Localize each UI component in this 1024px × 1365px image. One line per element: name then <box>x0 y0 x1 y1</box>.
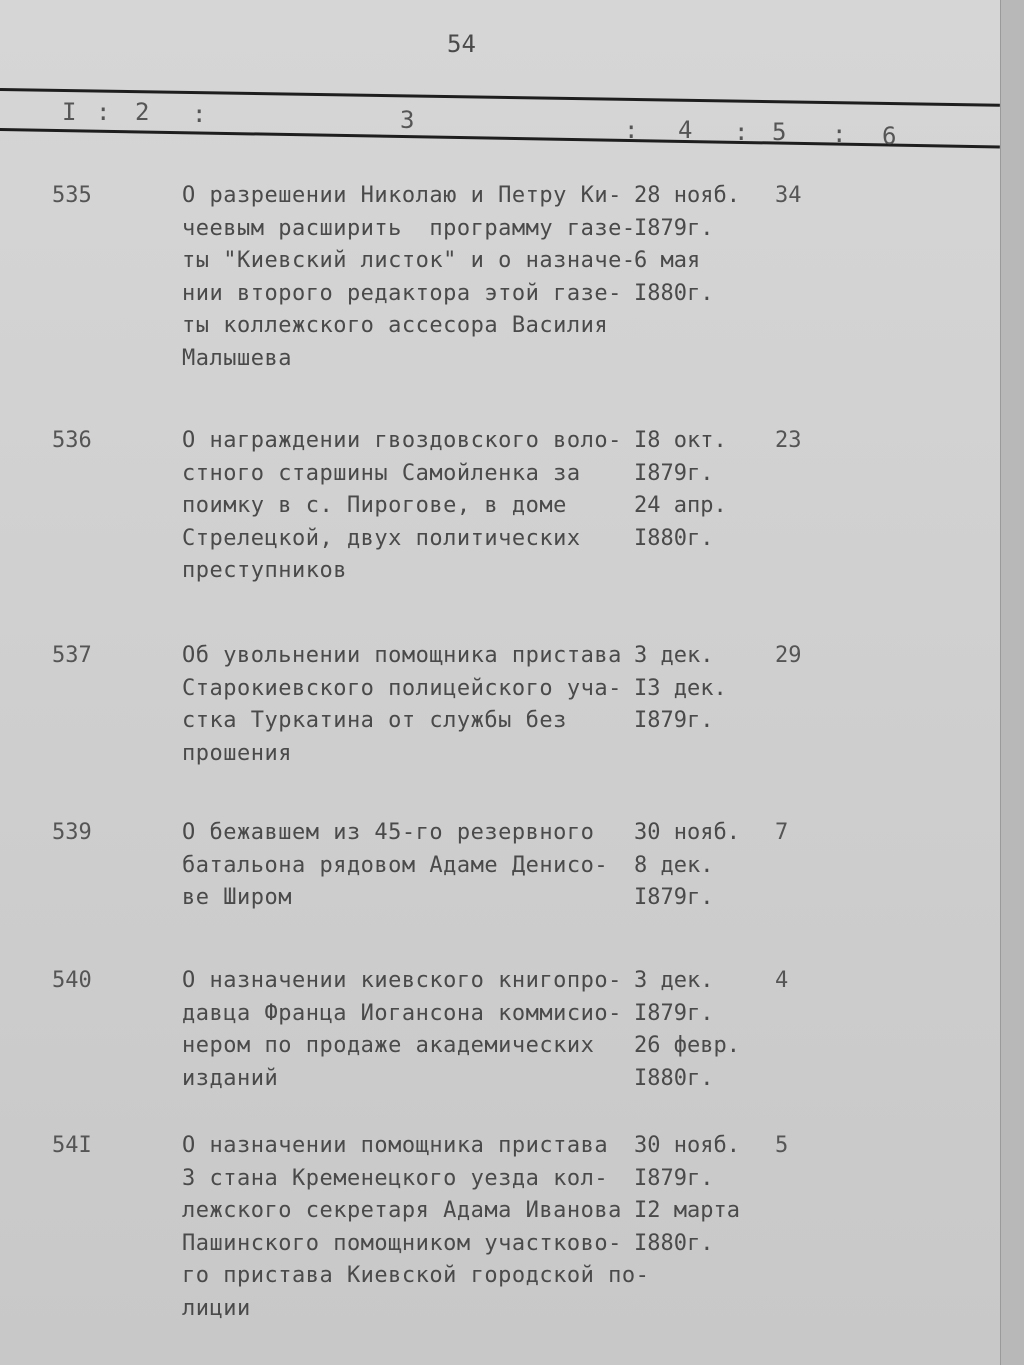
col-separator: : <box>832 120 847 148</box>
entry-text-line: О бежавшем из 45-го резервного <box>182 820 595 845</box>
entry-date: I3 дек. <box>634 675 727 701</box>
entry-date: 26 февр. <box>634 1033 740 1058</box>
page-edge <box>1000 0 1024 1365</box>
entry-date: 30 нояб. <box>634 1133 740 1158</box>
col-header-2: 2 <box>135 98 150 126</box>
entry-number: 535 <box>52 183 92 208</box>
entry-text-line: О разрешении Николаю и Петру Ки- <box>182 183 622 208</box>
entry-number: 540 <box>52 968 92 993</box>
entry-sheet-count: 5 <box>775 1133 789 1158</box>
entry-text-line: лиции <box>182 1295 251 1321</box>
entry-text-line: Пашинского помощником участково- <box>182 1230 622 1256</box>
entry-date: I879г. <box>634 460 714 486</box>
entry-text-line: ты коллежского ассесора Василия <box>182 313 609 338</box>
entry-text-line: Малышева <box>182 345 292 371</box>
entry-date: 28 нояб. <box>634 183 740 208</box>
entry-date: I880г. <box>634 280 714 306</box>
entry-date: I879г. <box>634 1000 714 1026</box>
entry-text-line: преступников <box>182 558 347 583</box>
col-header-1: I <box>62 98 77 126</box>
entry-date: I879г. <box>634 708 714 733</box>
entry-text-line: го пристава Киевской городской по- <box>182 1263 650 1288</box>
entry-date: 6 мая <box>634 248 701 273</box>
entry-date: 24 апр. <box>634 493 727 518</box>
entry-text-line: О назначении киевского книгопро- <box>182 968 622 993</box>
entry-sheet-count: 23 <box>775 428 802 453</box>
entry-text-line: чеевым расширить программу газе- <box>182 215 636 241</box>
header-bottom-rule <box>0 128 1000 148</box>
entry-text-line: лежского секретаря Адама Иванова <box>182 1198 622 1223</box>
entry-date: I8 окт. <box>634 428 727 453</box>
col-header-3: 3 <box>400 106 415 134</box>
entry-text-line: ве Широм <box>182 885 292 910</box>
entry-number: 537 <box>52 643 92 668</box>
entry-date: I880г. <box>634 525 714 551</box>
entry-date: I880г. <box>634 1065 714 1091</box>
entry-text-line: поимку в с. Пирогове, в доме <box>182 493 567 518</box>
entry-text-line: Об увольнении помощника пристава <box>182 643 622 668</box>
entry-sheet-count: 4 <box>775 968 789 993</box>
entry-number: 539 <box>52 820 92 845</box>
entry-text-line: изданий <box>182 1065 279 1091</box>
entry-text-line: 3 стана Кременецкого уезда кол- <box>182 1165 609 1191</box>
entry-text-line: стного старшины Самойленка за <box>182 460 581 486</box>
entry-text-line: О награждении гвоздовского воло- <box>182 428 622 453</box>
col-separator: : <box>624 116 639 144</box>
entry-number: 54I <box>52 1133 92 1158</box>
col-separator: : <box>96 98 111 126</box>
entry-sheet-count: 7 <box>775 820 789 845</box>
col-header-5: 5 <box>772 118 787 146</box>
col-separator: : <box>734 118 749 146</box>
col-header-6: 6 <box>882 122 897 150</box>
entry-sheet-count: 29 <box>775 643 802 668</box>
entry-date: I879г. <box>634 215 714 241</box>
entry-date: I880г. <box>634 1230 714 1256</box>
entry-text-line: давца Франца Иогансона коммисио- <box>182 1000 622 1026</box>
entry-date: 3 дек. <box>634 643 714 668</box>
entry-text-line: нии второго редактора этой газе- <box>182 280 622 306</box>
entry-text-line: нером по продаже академических <box>182 1033 595 1058</box>
entry-text-line: батальона рядовом Адаме Денисо- <box>182 852 609 878</box>
entry-date: 30 нояб. <box>634 820 740 845</box>
entry-date: I879г. <box>634 1165 714 1191</box>
entry-date: I2 марта <box>634 1198 740 1223</box>
entry-text-line: стка Туркатина от службы без <box>182 708 567 733</box>
entry-date: I879г. <box>634 885 714 910</box>
entry-text-line: О назначении помощника пристава <box>182 1133 609 1158</box>
entry-date: 3 дек. <box>634 968 714 993</box>
entry-text-line: прошения <box>182 740 292 766</box>
entry-text-line: Старокиевского полицейского уча- <box>182 675 622 701</box>
header-top-rule <box>0 88 1000 107</box>
col-header-4: 4 <box>678 116 693 144</box>
entry-text-line: ты "Киевский листок" и о назначе- <box>182 248 636 273</box>
entry-sheet-count: 34 <box>775 183 802 208</box>
col-separator: : <box>192 100 207 128</box>
entry-text-line: Стрелецкой, двух политических <box>182 525 581 551</box>
entry-date: 8 дек. <box>634 852 714 878</box>
entry-number: 536 <box>52 428 92 453</box>
page-number: 54 <box>447 30 476 58</box>
